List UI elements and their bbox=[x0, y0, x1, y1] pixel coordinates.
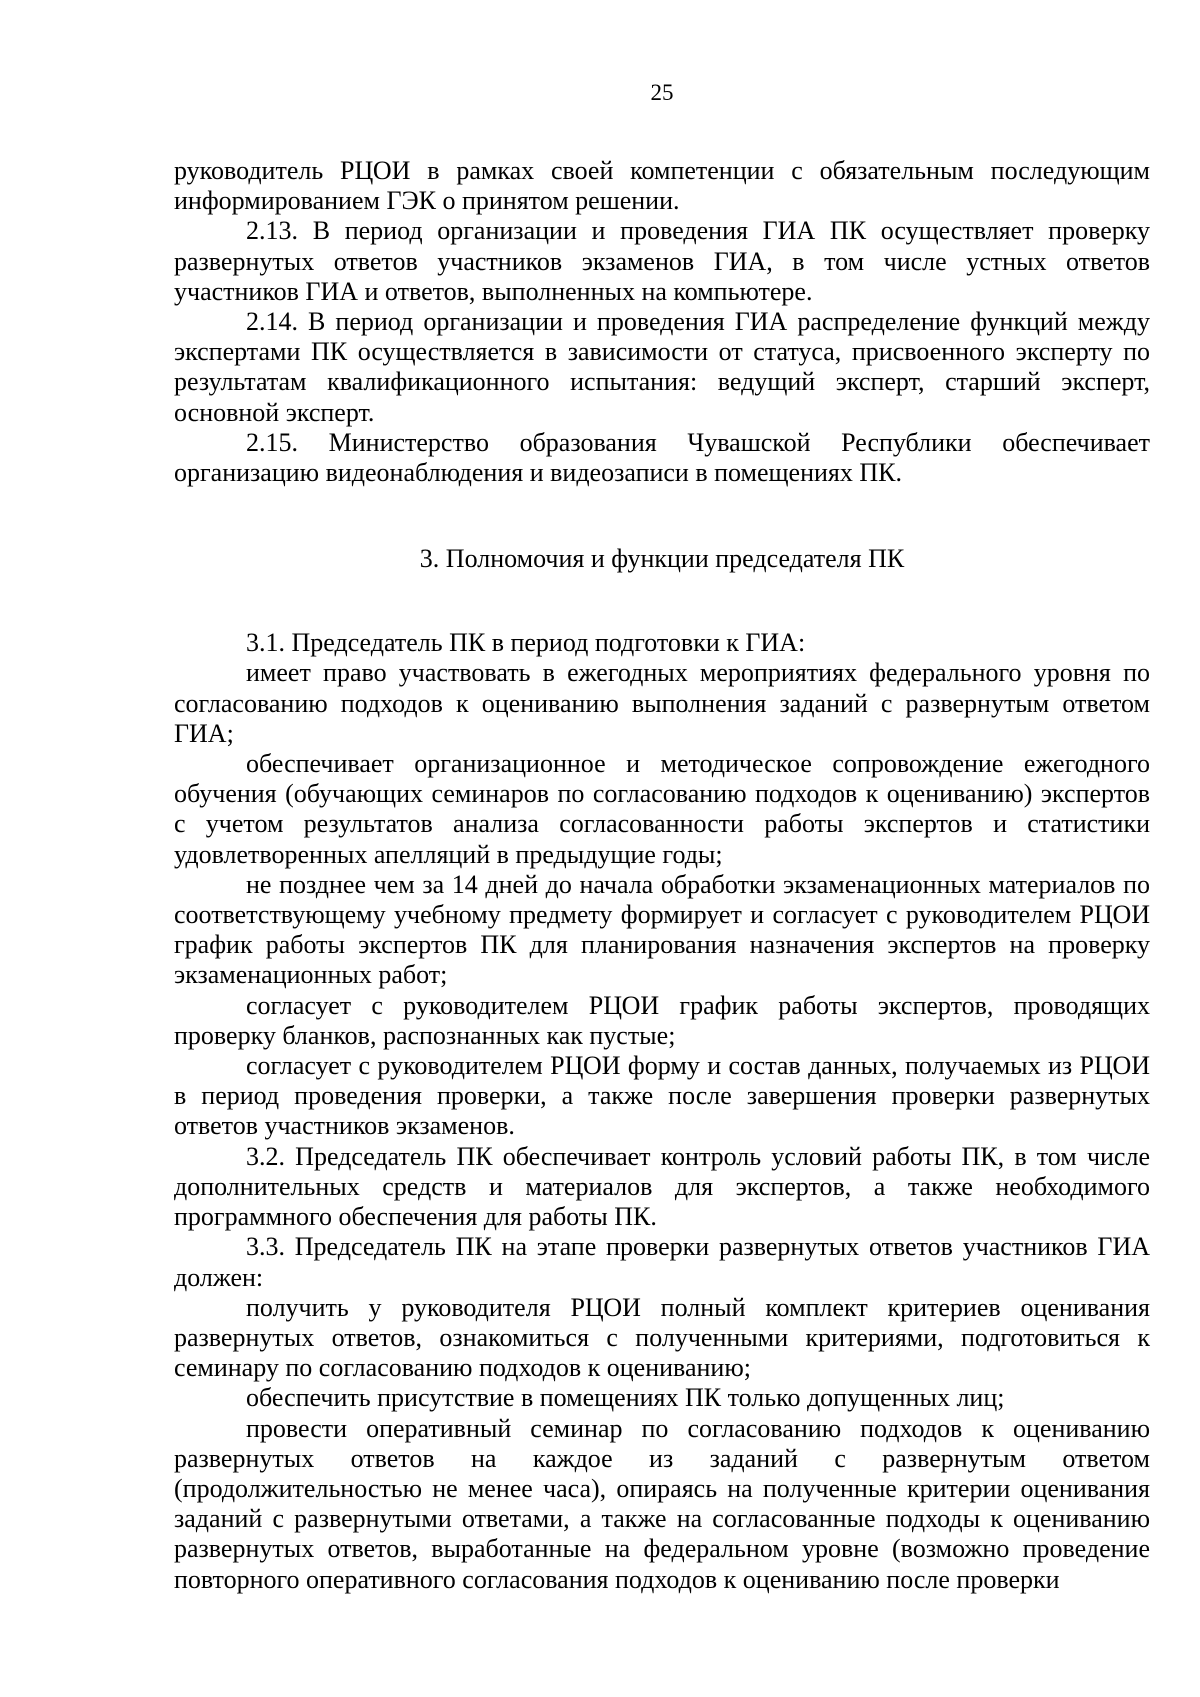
section-heading: 3. Полномочия и функции председателя ПК bbox=[419, 544, 905, 574]
paragraph-2-14: 2.14. В период организации и проведения ГИА распределение функций между экспертами ПК осуществляется в зависимости от статуса, присвоенного эксперту по результатам квалификационного испытания: ведущий эксперт, старший эксперт, основной эксперт. bbox=[174, 307, 1150, 427]
list-item-blank-forms-schedule: согласует с руководителем РЦОИ график работы экспертов, проводящих проверку бланков, распознанных как пустые; bbox=[174, 990, 1150, 1050]
list-item-data-format: согласует с руководителем РЦОИ форму и состав данных, получаемых из РЦОИ в период проведения проверки, а также после завершения проверки развернутых ответов участников экзаменов. bbox=[174, 1051, 1150, 1141]
list-item-admitted-persons: обеспечить присутствие в помещениях ПК только допущенных лиц; bbox=[246, 1383, 1005, 1413]
paragraph-3-2: 3.2. Председатель ПК обеспечивает контроль условий работы ПК, в том числе дополнительных средств и материалов для экспертов, а также необходимого программного обеспечения для работы ПК. bbox=[174, 1141, 1150, 1232]
list-item-get-criteria: получить у руководителя РЦОИ полный комплект критериев оценивания развернутых ответов, ознакомиться с полученными критериями, подготовиться к семинару по согласованию подходов к оцениванию; bbox=[174, 1292, 1150, 1383]
document-page bbox=[174, 78, 1150, 1595]
paragraph-2-15: 2.15. Министерство образования Чувашской Республики обеспечивает организацию видеонаблюдения и видеозаписи в помещениях ПК. bbox=[174, 427, 1150, 488]
paragraph-3-1: 3.1. Председатель ПК в период подготовки к ГИА: bbox=[246, 628, 806, 658]
list-item-work-schedule: не позднее чем за 14 дней до начала обработки экзаменационных материалов по соответствующему учебному предмету формирует и согласует с руководителем РЦОИ график работы экспертов ПК для планирования назначения экспертов на проверку экзаменационных работ; bbox=[174, 869, 1150, 990]
paragraph-continuation: руководитель РЦОИ в рамках своей компетенции с обязательным последующим информированием ГЭК о принятом решении. bbox=[174, 156, 1150, 216]
paragraph-2-13: 2.13. В период организации и проведения ГИА ПК осуществляет проверку развернутых ответов участников экзаменов ГИА, в том числе устных ответов участников ГИА и ответов, выполненных на компьютере. bbox=[174, 216, 1150, 306]
paragraph-3-3: 3.3. Председатель ПК на этапе проверки развернутых ответов участников ГИА должен: bbox=[174, 1232, 1150, 1292]
list-item-operational-seminar: провести оперативный семинар по согласованию подходов к оцениванию развернутых ответов на каждое из заданий с развернутым ответом (продолжительностью не менее часа), опираясь на полученные критерии оценивания заданий с развернутыми ответами, а также на согласованные подходы к оцениванию развернутых ответов, выработанные на федеральном уровне (возможно проведение повторного оперативного согласования подходов к оцениванию после проверки bbox=[174, 1413, 1150, 1594]
list-item-methodical-support: обеспечивает организационное и методическое сопровождение ежегодного обучения (обучающих семинаров по согласованию подходов к оцениванию) экспертов с учетом результатов анализа согласованности работы экспертов и статистики удовлетворенных апелляций в предыдущие годы; bbox=[174, 749, 1150, 869]
page-number: 25 bbox=[650, 80, 674, 105]
list-item-right-to-participate: имеет право участвовать в ежегодных мероприятиях федерального уровня по согласованию подходов к оцениванию выполнения заданий с развернутым ответом ГИА; bbox=[174, 658, 1150, 748]
